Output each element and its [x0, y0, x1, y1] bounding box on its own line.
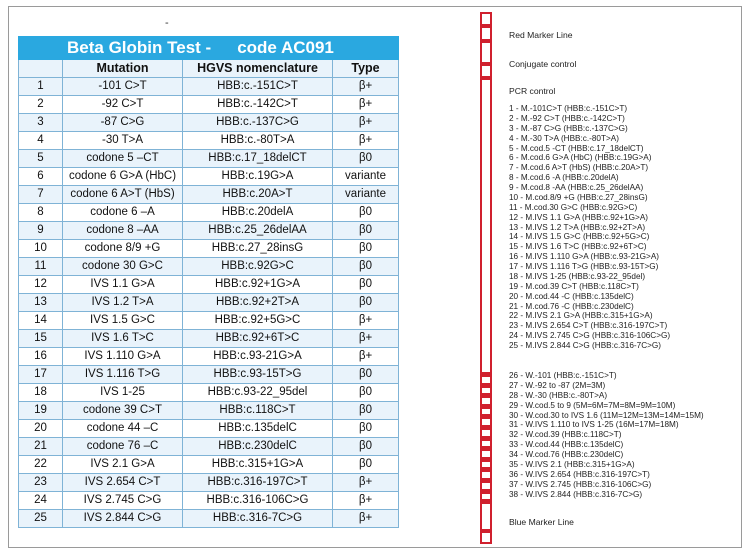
- table-row: [19, 204, 399, 222]
- strip-band: [482, 372, 490, 377]
- row-type: β+: [333, 312, 399, 330]
- table-row: [19, 294, 399, 312]
- table-row: [19, 78, 399, 96]
- strip-mutant-label: 13 - M.IVS 1.2 T>A (HBB:c.92+2T>A): [509, 222, 646, 232]
- table-row: [19, 456, 399, 474]
- row-index: 20: [19, 420, 63, 438]
- row-type: β0: [333, 240, 399, 258]
- row-mutation: codone 44 –C: [63, 420, 183, 438]
- header-index: [19, 60, 63, 78]
- row-mutation: -30 T>A: [63, 132, 183, 150]
- row-type: β+: [333, 348, 399, 366]
- row-mutation: codone 39 C>T: [63, 402, 183, 420]
- strip-mutant-label: 15 - M.IVS 1.6 T>C (HBB:c.92+6T>C): [509, 242, 647, 252]
- row-hgvs: HBB:c.-142C>T: [183, 96, 333, 114]
- strip-blue-marker-label: Blue Marker Line: [509, 517, 574, 527]
- table-row: [19, 258, 399, 276]
- row-index: 3: [19, 114, 63, 132]
- row-mutation: -92 C>T: [63, 96, 183, 114]
- row-hgvs: HBB:c.20A>T: [183, 186, 333, 204]
- table-row: [19, 114, 399, 132]
- table-row: [19, 348, 399, 366]
- strip-band: [482, 446, 490, 451]
- table-row: [19, 420, 399, 438]
- row-index: 9: [19, 222, 63, 240]
- row-hgvs: HBB:c.92+6T>C: [183, 330, 333, 348]
- strip-mutant-label: 6 - M.cod.6 G>A (HbC) (HBB:c.19G>A): [509, 153, 652, 163]
- table-row: [19, 168, 399, 186]
- strip-band: [482, 62, 490, 66]
- row-hgvs: HBB:c.-80T>A: [183, 132, 333, 150]
- row-hgvs: HBB:c.118C>T: [183, 402, 333, 420]
- strip-band: [482, 467, 490, 472]
- beta-globin-table: [18, 36, 399, 528]
- row-type: β+: [333, 132, 399, 150]
- table-title-row: [19, 37, 399, 60]
- row-hgvs: HBB:c.316-7C>G: [183, 510, 333, 528]
- strip-control-label: Conjugate control: [509, 59, 577, 69]
- row-hgvs: HBB:c.25_26delAA: [183, 222, 333, 240]
- strip-wildtype-label: 30 - W.cod.30 to IVS 1.6 (11M=12M=13M=14M=15M): [509, 410, 704, 420]
- row-index: 24: [19, 492, 63, 510]
- row-hgvs: HBB:c.230delC: [183, 438, 333, 456]
- row-mutation: IVS 2.654 C>T: [63, 474, 183, 492]
- table-title-code: code AC091: [237, 38, 334, 57]
- row-type: β0: [333, 150, 399, 168]
- stray-dash: -: [165, 17, 169, 29]
- table-row: [19, 384, 399, 402]
- row-mutation: IVS 1.6 T>C: [63, 330, 183, 348]
- table-row: [19, 222, 399, 240]
- row-mutation: codone 8/9 +G: [63, 240, 183, 258]
- row-mutation: codone 6 –A: [63, 204, 183, 222]
- strip-wildtype-label: 35 - W.IVS 2.1 (HBB:c.315+1G>A): [509, 459, 635, 469]
- table-row: [19, 150, 399, 168]
- strip-mutant-label: 18 - M.IVS 1-25 (HBB:c.93-22_95del): [509, 271, 646, 281]
- row-mutation: codone 6 G>A (HbC): [63, 168, 183, 186]
- table-row: [19, 132, 399, 150]
- row-index: 1: [19, 78, 63, 96]
- row-index: 23: [19, 474, 63, 492]
- table-title: [19, 37, 399, 60]
- row-hgvs: HBB:c.92+5G>C: [183, 312, 333, 330]
- strip-band: [482, 383, 490, 388]
- strip-wildtype-label: 37 - W.IVS 2.745 (HBB:c.316-106C>G): [509, 479, 652, 489]
- strip-mutant-label: 2 - M.-92 C>T (HBB:c.-142C>T): [509, 113, 625, 123]
- row-mutation: -87 C>G: [63, 114, 183, 132]
- row-hgvs: HBB:c.92+2T>A: [183, 294, 333, 312]
- strip-mutant-label: 7 - M.cod.6 A>T (HbS) (HBB:c.20A>T): [509, 163, 649, 173]
- row-mutation: IVS 2.1 G>A: [63, 456, 183, 474]
- table-row: [19, 402, 399, 420]
- row-hgvs: HBB:c.93-15T>G: [183, 366, 333, 384]
- row-type: β0: [333, 420, 399, 438]
- row-mutation: IVS 2.844 C>G: [63, 510, 183, 528]
- row-hgvs: HBB:c.93-22_95del: [183, 384, 333, 402]
- row-type: β+: [333, 510, 399, 528]
- table-row: [19, 240, 399, 258]
- strip-mutant-label: 25 - M.IVS 2.844 C>G (HBB:c.316-7C>G): [509, 341, 661, 351]
- table-row: [19, 312, 399, 330]
- strip-wildtype-label: 38 - W.IVS 2.844 (HBB:c.316-7C>G): [509, 489, 643, 499]
- row-index: 5: [19, 150, 63, 168]
- strip-mutant-label: 20 - M.cod.44 -C (HBB:c.135delC): [509, 291, 634, 301]
- table-row: [19, 510, 399, 528]
- row-index: 25: [19, 510, 63, 528]
- row-type: β0: [333, 276, 399, 294]
- strip-band: [482, 478, 490, 483]
- header-hgvs: HGVS nomenclature: [183, 60, 333, 78]
- strip-wildtype-label: 36 - W.IVS 2.654 (HBB:c.316-197C>T): [509, 469, 650, 479]
- strip-band: [482, 529, 490, 533]
- row-mutation: codone 30 G>C: [63, 258, 183, 276]
- table-row: [19, 366, 399, 384]
- row-hgvs: HBB:c.316-197C>T: [183, 474, 333, 492]
- row-mutation: -101 C>T: [63, 78, 183, 96]
- row-type: variante: [333, 168, 399, 186]
- strip-band: [482, 489, 490, 494]
- row-index: 17: [19, 366, 63, 384]
- row-index: 14: [19, 312, 63, 330]
- row-hgvs: HBB:c.17_18delCT: [183, 150, 333, 168]
- table-row: [19, 186, 399, 204]
- strip-wildtype-label: 28 - W.-30 (HBB:c.-80T>A): [509, 390, 608, 400]
- row-mutation: IVS 2.745 C>G: [63, 492, 183, 510]
- strip-wildtype-label: 33 - W.cod.44 (HBB:c.135delC): [509, 440, 624, 450]
- row-index: 11: [19, 258, 63, 276]
- row-index: 15: [19, 330, 63, 348]
- strip-wildtype-label: 32 - W.cod.39 (HBB:c.118C>T): [509, 430, 622, 440]
- strip-mutant-label: 24 - M.IVS 2.745 C>G (HBB:c.316-106C>G): [509, 331, 671, 341]
- row-index: 8: [19, 204, 63, 222]
- table-row: [19, 330, 399, 348]
- strip-mutant-label: 5 - M.cod.5 -CT (HBB:c.17_18delCT): [509, 143, 644, 153]
- row-index: 18: [19, 384, 63, 402]
- row-hgvs: HBB:c.135delC: [183, 420, 333, 438]
- strip-mutant-label: 1 - M.-101C>T (HBB:c.-151C>T): [509, 104, 628, 113]
- row-index: 10: [19, 240, 63, 258]
- strip-band: [482, 414, 490, 419]
- strip-band: [482, 24, 490, 28]
- strip-mutant-label: 17 - M.IVS 1.116 T>G (HBB:c.93-15T>G): [509, 262, 659, 272]
- table-body: [19, 78, 399, 528]
- row-mutation: IVS 1.116 T>G: [63, 366, 183, 384]
- row-type: β0: [333, 294, 399, 312]
- strip-wildtype-label: 29 - W.cod.5 to 9 (5M=6M=7M=8M=9M=10M): [509, 400, 676, 410]
- strip-band: [482, 457, 490, 462]
- row-index: 12: [19, 276, 63, 294]
- row-hgvs: HBB:c.27_28insG: [183, 240, 333, 258]
- strip-band: [482, 436, 490, 441]
- row-index: 4: [19, 132, 63, 150]
- strip-wildtype-label: 27 - W.-92 to -87 (2M=3M): [509, 380, 606, 390]
- row-index: 13: [19, 294, 63, 312]
- strip-wildtype-label: 31 - W.IVS 1.110 to IVS 1-25 (16M=17M=18M): [509, 420, 679, 430]
- row-type: variante: [333, 186, 399, 204]
- row-type: β+: [333, 474, 399, 492]
- row-mutation: codone 6 A>T (HbS): [63, 186, 183, 204]
- row-hgvs: HBB:c.19G>A: [183, 168, 333, 186]
- table-header-row: [19, 60, 399, 78]
- row-index: 19: [19, 402, 63, 420]
- row-mutation: codone 5 –CT: [63, 150, 183, 168]
- strip-band: [482, 499, 490, 504]
- strip-mutant-label: 21 - M.cod.76 -C (HBB:c.230delC): [509, 301, 634, 311]
- row-type: β+: [333, 114, 399, 132]
- row-hgvs: HBB:c.-137C>G: [183, 114, 333, 132]
- strip-mutant-label: 19 - M.cod.39 C>T (HBB:c.118C>T): [509, 281, 639, 291]
- row-index: 7: [19, 186, 63, 204]
- strip-mutant-label: 16 - M.IVS 1.110 G>A (HBB:c.93-21G>A): [509, 252, 660, 262]
- strip-wildtype-label: 34 - W.cod.76 (HBB:c.230delC): [509, 450, 624, 460]
- row-type: β0: [333, 384, 399, 402]
- row-type: β+: [333, 492, 399, 510]
- table-row: [19, 492, 399, 510]
- row-hgvs: HBB:c.316-106C>G: [183, 492, 333, 510]
- strip-band: [482, 393, 490, 398]
- strip-mutant-label: 8 - M.cod.6 -A (HBB:c.20delA): [509, 173, 619, 183]
- row-type: β0: [333, 204, 399, 222]
- strip-wildtype-label: 26 - W.-101 (HBB:c.-151C>T): [509, 371, 617, 380]
- row-type: β0: [333, 222, 399, 240]
- row-hgvs: HBB:c.315+1G>A: [183, 456, 333, 474]
- row-mutation: IVS 1.1 G>A: [63, 276, 183, 294]
- row-index: 2: [19, 96, 63, 114]
- table-row: [19, 438, 399, 456]
- row-hgvs: HBB:c.92+1G>A: [183, 276, 333, 294]
- row-mutation: IVS 1-25: [63, 384, 183, 402]
- table-row: [19, 276, 399, 294]
- row-mutation: codone 8 –AA: [63, 222, 183, 240]
- header-mutation: Mutation: [63, 60, 183, 78]
- strip-mutant-label: 4 - M.-30 T>A (HBB:c.-80T>A): [509, 133, 619, 143]
- row-index: 22: [19, 456, 63, 474]
- strip-control-label: PCR control: [509, 86, 556, 96]
- row-hgvs: HBB:c.-151C>T: [183, 78, 333, 96]
- strip-band: [482, 404, 490, 409]
- strip-band: [482, 39, 490, 43]
- row-hgvs: HBB:c.20delA: [183, 204, 333, 222]
- row-type: β+: [333, 78, 399, 96]
- strip-band: [482, 425, 490, 430]
- test-strip: [480, 12, 492, 544]
- strip-mutant-label: 11 - M.cod.30 G>C (HBB:c.92G>C): [509, 202, 638, 212]
- strip-mutant-label: 3 - M.-87 C>G (HBB:c.-137C>G): [509, 123, 628, 133]
- table-row: [19, 96, 399, 114]
- row-hgvs: HBB:c.92G>C: [183, 258, 333, 276]
- strip-mutant-label: 14 - M.IVS 1.5 G>C (HBB:c.92+5G>C): [509, 232, 650, 242]
- strip-mutant-label: 22 - M.IVS 2.1 G>A (HBB:c.315+1G>A): [509, 311, 653, 321]
- strip-control-label: Red Marker Line: [509, 30, 573, 40]
- strip-mutant-label: 12 - M.IVS 1.1 G>A (HBB:c.92+1G>A): [509, 212, 649, 222]
- row-type: β0: [333, 438, 399, 456]
- row-type: β+: [333, 330, 399, 348]
- row-index: 16: [19, 348, 63, 366]
- row-type: β0: [333, 402, 399, 420]
- row-hgvs: HBB:c.93-21G>A: [183, 348, 333, 366]
- strip-mutant-label: 23 - M.IVS 2.654 C>T (HBB:c.316-197C>T): [509, 321, 668, 331]
- row-type: β0: [333, 258, 399, 276]
- row-mutation: codone 76 –C: [63, 438, 183, 456]
- row-type: β0: [333, 456, 399, 474]
- row-mutation: IVS 1.5 G>C: [63, 312, 183, 330]
- row-mutation: IVS 1.2 T>A: [63, 294, 183, 312]
- row-index: 6: [19, 168, 63, 186]
- strip-mutant-label: 9 - M.cod.8 -AA (HBB:c.25_26delAA): [509, 183, 644, 193]
- table-row: [19, 474, 399, 492]
- row-type: β+: [333, 96, 399, 114]
- row-index: 21: [19, 438, 63, 456]
- row-type: β0: [333, 366, 399, 384]
- strip-band: [482, 76, 490, 80]
- header-type: Type: [333, 60, 399, 78]
- table-title-text: Beta Globin Test -: [67, 38, 212, 57]
- row-mutation: IVS 1.110 G>A: [63, 348, 183, 366]
- strip-mutant-label: 10 - M.cod.8/9 +G (HBB:c.27_28insG): [509, 192, 648, 202]
